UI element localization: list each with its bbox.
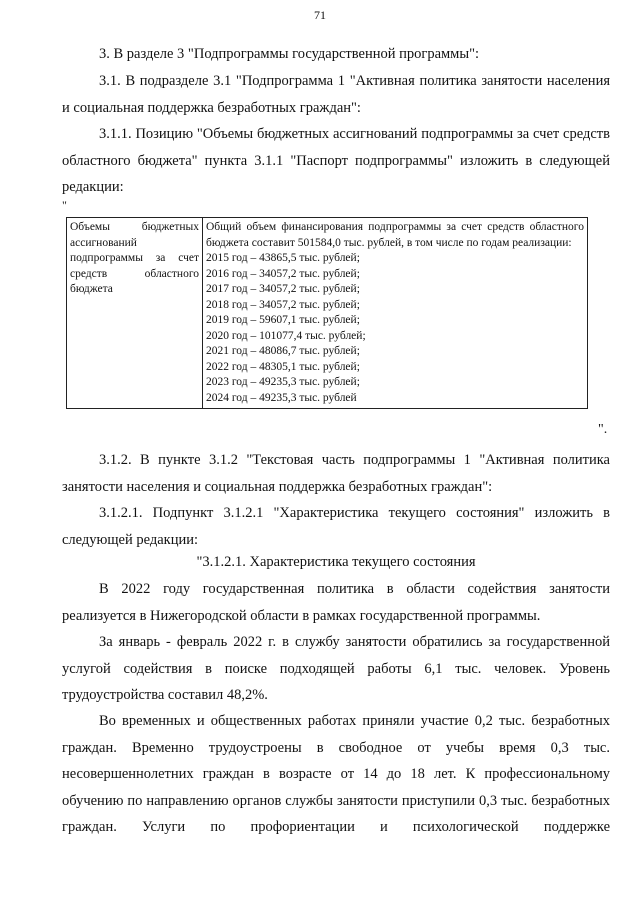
year-line: 2017 год – 34057,2 тыс. рублей;: [206, 283, 360, 295]
paragraph-policy-2022: В 2022 году государственная политика в области содействия занятости реализуется в Нижегородской области в рамках государственной программы.: [62, 581, 610, 624]
paragraph-3-1-2-1: 3.1.2.1. Подпункт 3.1.2.1 "Характеристика текущего состояния" изложить в следующей редакции:: [62, 505, 610, 548]
section-title: "3.1.2.1. Характеристика текущего состояния: [196, 554, 476, 570]
paragraph-3-1-1: 3.1.1. Позицию "Объемы бюджетных ассигнований подпрограммы за счет средств областного бюджета" пункта 3.1.1 "Паспорт подпрограммы" изложить в следующей редакции:: [62, 126, 610, 195]
year-line: 2016 год – 34057,2 тыс. рублей;: [206, 267, 360, 280]
year-line: 2021 год – 48086,7 тыс. рублей;: [206, 345, 360, 357]
year-line: 2023 год – 49235,3 тыс. рублей;: [206, 376, 360, 388]
quote-open-mark: ": [62, 198, 67, 212]
paragraph-jan-feb-2022: За январь - февраль 2022 г. в службу занятости обратились за государственной услугой содействия в поиске подходящей работы 6,1 тыс. человек. Уровень трудоустройства составил 48,2%.: [62, 634, 610, 703]
year-line: 2015 год – 43865,5 тыс. рублей;: [206, 252, 360, 264]
year-line: 2022 год – 48305,1 тыс. рублей;: [206, 360, 360, 373]
passport-label: Объемы бюджетных ассигнований подпрограммы за счет средств областного бюджета: [70, 221, 199, 295]
paragraph-temporary-works: Во временных и общественных работах приняли участие 0,2 тыс. безработных граждан. Временно трудоустроены в свободное от учебы время 0,3 тыс. несовершеннолетних граждан в возрасте от 14 до 18 лет. К профессиональному обучению по направлению органов службы занятости приступили 0,3 тыс. безработных граждан. Услуги по профориентации и психологической поддержке: [62, 713, 610, 835]
year-line: 2024 год – 49235,3 тыс. рублей: [206, 391, 357, 404]
paragraph-3-1-2: 3.1.2. В пункте 3.1.2 "Текстовая часть подпрограммы 1 "Активная политика занятости населения и социальная поддержка безработных граждан":: [62, 452, 610, 495]
paragraph-3: 3. В разделе 3 "Подпрограммы государственной программы":: [99, 46, 480, 62]
table-row: [67, 218, 588, 409]
page-number: 71: [314, 8, 326, 22]
passport-table: [66, 217, 588, 409]
passport-label-cell: [67, 218, 203, 409]
year-line: 2020 год – 101077,4 тыс. рублей;: [206, 329, 366, 342]
paragraph-3-1: 3.1. В подразделе 3.1 "Подпрограмма 1 "Активная политика занятости населения и социальная поддержка безработных граждан":: [62, 73, 610, 116]
quote-close-mark: ".: [598, 422, 608, 437]
passport-value-cell: [203, 218, 588, 409]
passport-total-text: Общий объем финансирования подпрограммы за счет средств областного бюджета составит 501584,0 тыс. рублей, в том числе по годам реализации:: [206, 221, 584, 249]
year-line: 2018 год – 34057,2 тыс. рублей;: [206, 298, 360, 311]
year-line: 2019 год – 59607,1 тыс. рублей;: [206, 314, 360, 326]
